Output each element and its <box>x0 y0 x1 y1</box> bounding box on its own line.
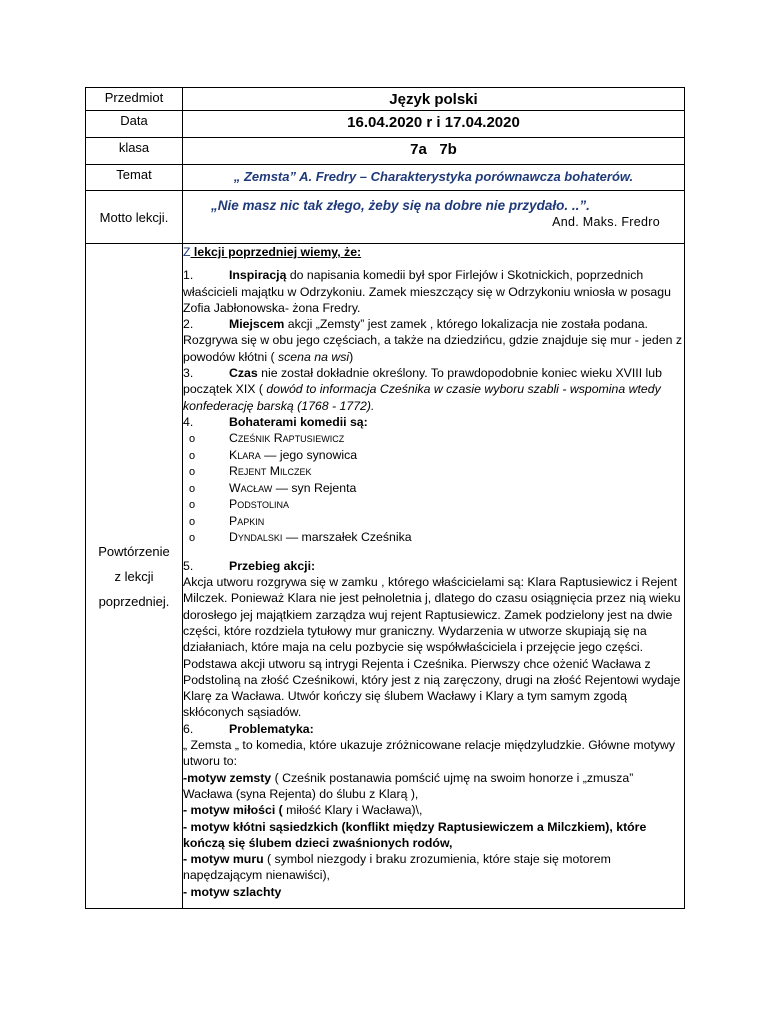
subject-label: Przedmiot <box>86 88 183 111</box>
motif-love <box>183 802 684 818</box>
class-value: 7a 7b <box>183 138 685 165</box>
point-3-text: nie został dokładnie określony. To prawdopodobnie koniec wieku XVIII lub początek XIX ( <box>183 366 662 397</box>
hero-name: Cześnik Raptusiewicz <box>229 431 345 446</box>
motif-revenge-text: ( Cześnik postanawia pomścić ujmę na swoim honorze i „zmusza” Wacława (syna Rejenta) do ślubu z Klarą ), <box>183 770 634 801</box>
hero-desc: — jego synowica <box>260 447 358 462</box>
date-value: 16.04.2020 r i 17.04.2020 <box>183 111 685 138</box>
hero-name: Wacław <box>229 480 273 495</box>
motif-wall <box>183 851 684 884</box>
motto-quote: „Nie masz nic tak złego, żeby się na dobre nie przydało. ..”. <box>211 198 590 213</box>
motif-wall-head: - motyw muru <box>183 852 264 867</box>
hero-name: Dyndalski <box>229 530 283 545</box>
point-2-text: akcji „Zemsty” jest zamek , którego lokalizacja nie została podana. Rozgrywa się w obu jego częściach, a także na dziedzińcu, gdzie znajduje się mur - jeden z powodów kłótni ( <box>183 317 682 364</box>
topic-value: „ Zemsta” A. Fredry – Charakterystyka porównawcza bohaterów. <box>183 165 685 191</box>
point-5-head: Przebieg akcji: <box>229 558 316 573</box>
point-6-num: 6. <box>183 721 194 736</box>
point-4-num: 4. <box>183 414 194 429</box>
intro-z: Z <box>183 245 191 259</box>
heroes-list <box>183 430 684 546</box>
hero-name: Klara <box>229 447 261 462</box>
bullet-icon: o <box>189 515 196 528</box>
motif-nobility: - motyw szlachty <box>183 884 282 899</box>
intro-text: lekcji poprzedniej wiemy, że: <box>190 245 362 259</box>
subject-value: Język polski <box>183 88 685 111</box>
intro-line <box>183 244 684 260</box>
point-1-head: Inspiracją <box>229 268 287 283</box>
motif-love-head: - motyw miłości ( <box>183 803 283 818</box>
bullet-icon: o <box>189 449 196 462</box>
list-item <box>183 430 684 447</box>
motif-revenge-head: -motyw zemsty <box>183 770 272 785</box>
row-review <box>86 244 685 909</box>
bullet-icon: o <box>189 433 196 446</box>
point-2-head: Miejscem <box>229 317 285 332</box>
point-2 <box>183 316 684 365</box>
hero-desc: — syn Rejenta <box>272 480 357 495</box>
topic-label: Temat <box>86 165 183 191</box>
point-4-head: Bohaterami komedii są: <box>229 414 368 429</box>
point-1 <box>183 267 684 316</box>
point-3-num: 3. <box>183 366 194 381</box>
motif-wall-text: ( symbol niezgody i braku zrozumienia, które staje się motorem napędzającym nienawiści), <box>183 852 611 883</box>
class-label: klasa <box>86 138 183 165</box>
motif-quarrel: - motyw kłótni sąsiedzkich (konflikt między Raptusiewiczem a Milczkiem), które kończą się ślubem dzieci zwaśnionych rodów, <box>183 819 647 850</box>
point-6-text: „ Zemsta „ to komedia, które ukazuje zróżnicowane relacje międzyludzkie. Główne motywy utworu to: <box>183 738 676 769</box>
point-1-text: do napisania komedii był spor Firlejów i Skotnickich, poprzednich właścicieli majątku w Odrzykoniu. Zamek mieszczący się w Odrzykoniu wniosła w posagu Zofia Jabłonowska- żona Fredry. <box>183 268 671 315</box>
list-item <box>183 513 684 530</box>
motif-revenge <box>183 770 684 803</box>
bullet-icon: o <box>189 532 196 545</box>
point-3 <box>183 365 684 414</box>
point-2-end: ) <box>349 349 354 364</box>
motto-author: And. Maks. Fredro <box>552 215 660 229</box>
point-1-num: 1. <box>183 268 194 283</box>
point-6 <box>183 721 684 737</box>
row-topic <box>86 165 685 191</box>
hero-desc: — marszałek Cześnika <box>282 530 412 545</box>
bullet-icon: o <box>189 482 196 495</box>
point-3-head: Czas <box>229 366 258 381</box>
row-date <box>86 111 685 138</box>
point-4 <box>183 414 684 430</box>
point-6-head: Problematyka: <box>229 721 314 736</box>
date-label: Data <box>86 111 183 138</box>
review-content <box>183 244 685 909</box>
motto-label: Motto lekcji. <box>86 191 183 244</box>
point-3-italic: dowód to informacja Cześnika w czasie wyboru szabli - wspomina wtedy konfederację barską (1768 - 1772). <box>183 382 661 413</box>
list-item <box>183 463 684 480</box>
point-5 <box>183 558 684 574</box>
row-class <box>86 138 685 165</box>
list-item <box>183 529 684 546</box>
bullet-icon: o <box>189 499 196 512</box>
hero-name: Papkin <box>229 513 265 528</box>
row-subject <box>86 88 685 111</box>
lesson-table <box>85 87 685 909</box>
list-item <box>183 480 684 497</box>
row-motto <box>86 191 685 244</box>
hero-name: Podstolina <box>229 497 290 512</box>
point-2-italic: scena na wsi <box>274 349 350 364</box>
motif-love-text: miłość Klary i Wacława)\, <box>282 803 423 818</box>
review-label-line2: z lekcji <box>114 568 154 584</box>
review-label-line1: Powtórzenie <box>98 543 170 559</box>
bullet-icon: o <box>189 466 196 479</box>
review-label <box>86 244 183 909</box>
point-5-text: Akcja utworu rozgrywa się w zamku , którego właścicielami są: Klara Raptusiewicz i Rejent Milczek. Ponieważ Klara nie jest pełnoletnia j, dlatego do czasu osiągnięcia przez nią wieku dorosłego jej majątkiem zarządza wuj rejent Raptusiewicz. Zamek podzielony jest na dwie części, które rozdziela tytułowy mur graniczny. Wydarzenia w utworze skupiają się na działaniach, które maja na celu pozbycie się współwłaściciela i przejęcie jego części. Podstawa akcji utworu są intrygi Rejenta i Cześnika. Pierwszy chce ożenić Wacława z Podstoliną na złość Cześnikowi, który jest z nią zaręczony, drugi na złość Rejentowi wydaje Klarę za Wacława. Utwór kończy się ślubem Wacławy i Klary a tym samym zgodą skłóconych sąsiadów. <box>183 575 681 720</box>
list-item <box>183 447 684 464</box>
list-item <box>183 496 684 513</box>
hero-name: Rejent Milczek <box>229 464 312 479</box>
point-2-num: 2. <box>183 317 194 332</box>
motto-cell <box>183 191 685 244</box>
point-5-num: 5. <box>183 558 194 573</box>
review-label-line3: poprzedniej. <box>98 593 170 609</box>
